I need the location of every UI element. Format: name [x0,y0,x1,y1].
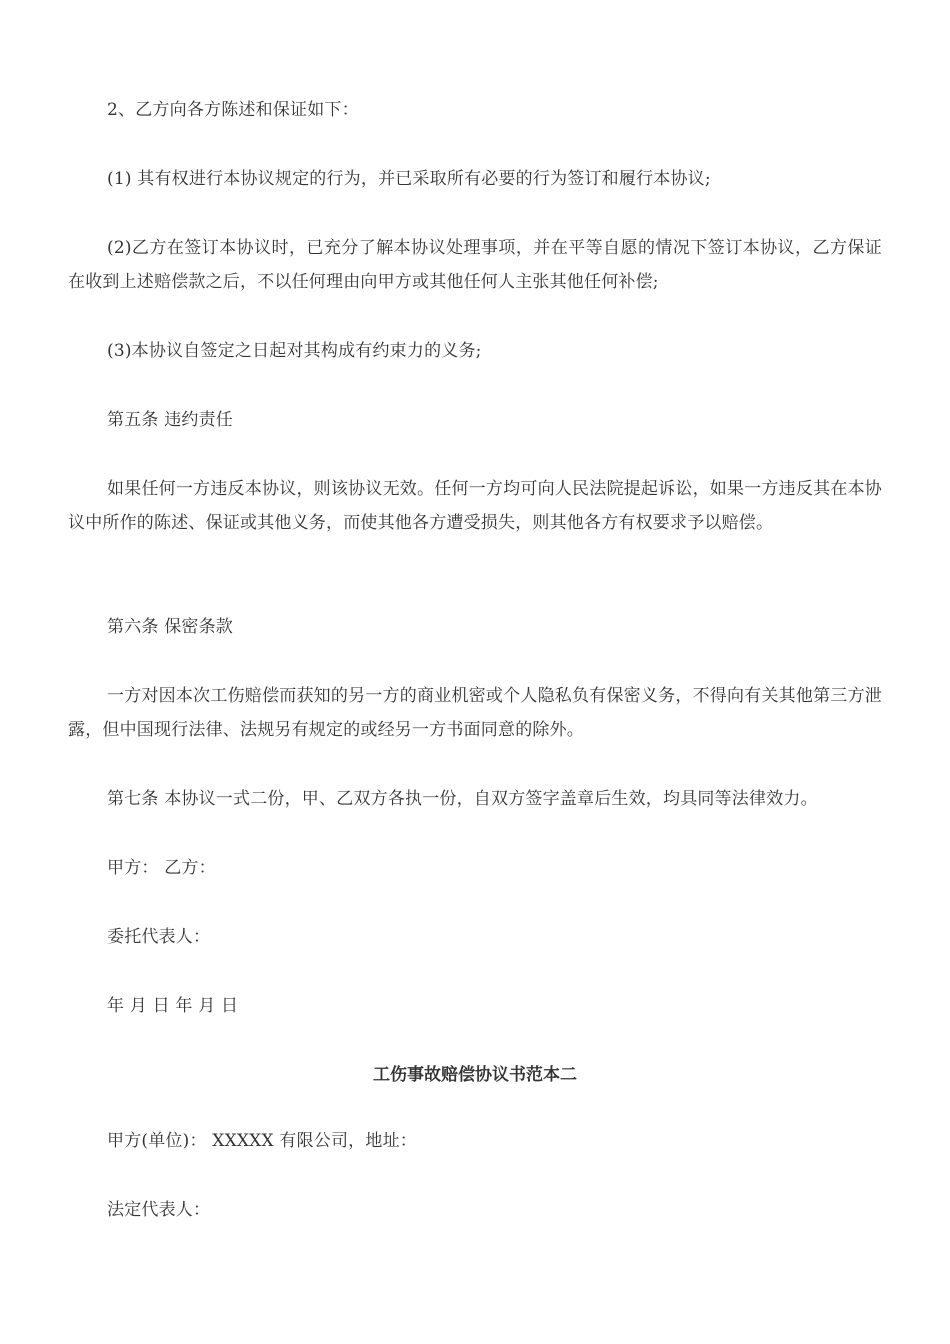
section-title: 工伤事故赔偿协议书范本二 [373,1065,577,1085]
signature-dates: 年 月 日 年 月 日 [107,996,239,1016]
signature-parties: 甲方： 乙方： [107,858,216,878]
signature-representative: 委托代表人： [107,927,211,947]
article-7-paragraph: 第七条 本协议一式二份，甲、乙双方各执一份，自双方签字盖章后生效，均具同等法律效力。 [107,789,818,809]
legal-representative-line: 法定代表人： [107,1200,211,1220]
paragraph-breach-liability: 如果任何一方违反本协议，则该协议无效。任何一方均可向人民法院提起诉讼，如果一方违反其在本协议中所作的陈述、保证或其他义务，而使其他各方遭受损失，则其他各方有权要求予以赔偿。 [68,479,882,533]
paragraph-representations-intro: 2、乙方向各方陈述和保证如下： [107,100,359,120]
paragraph-clause-2: (2)乙方在签订本协议时，已充分了解本协议处理事项，并在平等自愿的情况下签订本协议，乙方保证在收到上述赔偿款之后，不以任何理由向甲方或其他任何人主张其他任何补偿; [68,238,882,292]
article-6-heading: 第六条 保密条款 [107,617,234,637]
article-5-heading: 第五条 违约责任 [107,410,234,430]
paragraph-clause-1: (1) 其有权进行本协议规定的行为，并已采取所有必要的行为签订和履行本协议; [107,169,711,189]
paragraph-confidentiality: 一方对因本次工伤赔偿而获知的另一方的商业机密或个人隐私负有保密义务，不得向有关其他第三方泄露，但中国现行法律、法规另有规定的或经另一方书面同意的除外。 [68,686,882,740]
party-a-line: 甲方(单位)： XXXXX 有限公司，地址： [107,1131,417,1151]
paragraph-clause-3: (3)本协议自签定之日起对其构成有约束力的义务; [107,341,482,361]
